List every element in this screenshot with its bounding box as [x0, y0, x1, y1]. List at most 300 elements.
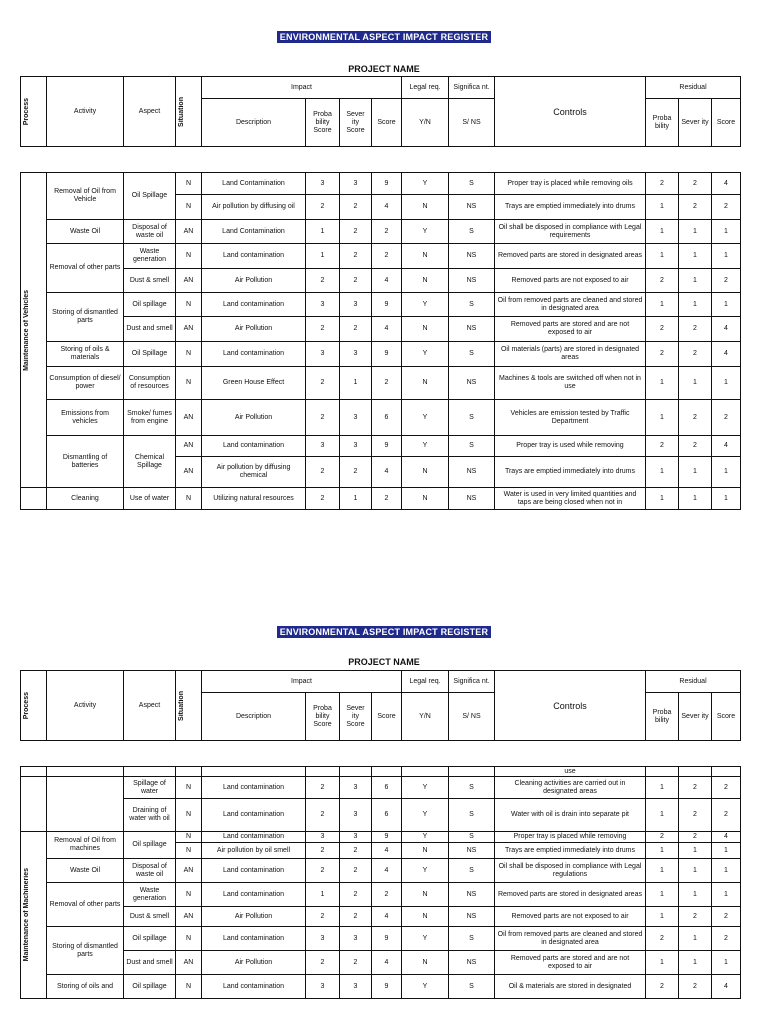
legal-cell: Y: [402, 342, 449, 367]
res-severity-cell: 1: [679, 883, 712, 907]
controls-cell: Water is used in very limited quantities and taps are being closed when not in: [495, 488, 646, 510]
situation-cell: AN: [176, 436, 202, 457]
res-severity-header: Sever ity: [679, 693, 712, 741]
controls-cell: Oil shall be disposed in compliance with Legal regulations: [495, 859, 646, 883]
controls-cell: Oil from removed parts are cleaned and stored in designated area: [495, 927, 646, 951]
register-title-2: ENVIRONMENTAL ASPECT IMPACT REGISTER: [0, 622, 768, 640]
controls-cell: Removed parts are stored in designated areas: [495, 244, 646, 269]
empty-cell: [402, 767, 449, 777]
aspect-cell: Oil spillage: [124, 293, 176, 317]
probability-cell: 2: [306, 907, 340, 927]
probability-cell: 1: [306, 244, 340, 269]
process-cell: Maintenance of Machineries: [21, 832, 47, 999]
res-probability-cell: 2: [646, 832, 679, 843]
severity-cell: 1: [340, 367, 372, 400]
description-cell: Utilizing natural resources: [202, 488, 306, 510]
res-score-cell: 4: [712, 436, 741, 457]
table-row: [21, 777, 741, 799]
table-row: [21, 400, 741, 436]
table-row: [21, 317, 741, 342]
severity-cell: 3: [340, 927, 372, 951]
score-cell: 4: [372, 951, 402, 975]
res-score-cell: 1: [712, 367, 741, 400]
severity-cell: 2: [340, 859, 372, 883]
res-severity-cell: 1: [679, 293, 712, 317]
significance-cell: NS: [449, 367, 495, 400]
situation-cell: N: [176, 883, 202, 907]
res-probability-cell: 1: [646, 244, 679, 269]
description-cell: Air pollution by diffusing oil: [202, 195, 306, 220]
legal-cell: N: [402, 244, 449, 269]
controls-cell: Oil shall be disposed in compliance with Legal requirements: [495, 220, 646, 244]
probability-cell: 2: [306, 488, 340, 510]
significance-cell: S: [449, 293, 495, 317]
score-cell: 4: [372, 269, 402, 293]
description-cell: Land contamination: [202, 927, 306, 951]
empty-cell: [176, 767, 202, 777]
activity-cell: Removal of other parts: [47, 244, 124, 293]
legal-cell: N: [402, 457, 449, 488]
table-row: [21, 927, 741, 951]
severity-cell: 3: [340, 799, 372, 832]
score-cell: 6: [372, 799, 402, 832]
legal-cell: N: [402, 317, 449, 342]
res-severity-cell: 1: [679, 951, 712, 975]
aspect-header: Aspect: [124, 671, 176, 741]
situation-cell: AN: [176, 220, 202, 244]
res-severity-cell: 2: [679, 400, 712, 436]
res-probability-cell: 1: [646, 457, 679, 488]
controls-cell: Water with oil is drain into separate pit: [495, 799, 646, 832]
controls-cell: Cleaning activities are carried out in designated areas: [495, 777, 646, 799]
severity-cell: 2: [340, 951, 372, 975]
score-cell: 4: [372, 317, 402, 342]
score-cell: 2: [372, 883, 402, 907]
activity-cell: Storing of oils & materials: [47, 342, 124, 367]
activity-cell: Storing of dismantled parts: [47, 927, 124, 975]
severity-cell: 3: [340, 832, 372, 843]
aspect-cell: Smoke/ fumes from engine: [124, 400, 176, 436]
probability-cell: 2: [306, 269, 340, 293]
situation-cell: N: [176, 927, 202, 951]
significant-header: Significa nt.: [449, 77, 495, 99]
res-score-cell: 1: [712, 457, 741, 488]
description-cell: Land contamination: [202, 799, 306, 832]
situation-cell: N: [176, 488, 202, 510]
controls-header: Controls: [495, 77, 646, 147]
description-cell: Air Pollution: [202, 317, 306, 342]
aspect-cell: Dust and smell: [124, 951, 176, 975]
aspect-cell: Draining of water with oil: [124, 799, 176, 832]
res-probability-cell: 2: [646, 342, 679, 367]
activity-header: Activity: [47, 671, 124, 741]
res-score-cell: 1: [712, 220, 741, 244]
register-table-2: [20, 766, 741, 999]
project-name-2: PROJECT NAME: [348, 657, 420, 667]
description-cell: Land contamination: [202, 832, 306, 843]
legal-cell: Y: [402, 832, 449, 843]
legal-cell: Y: [402, 173, 449, 195]
legal-cell: Y: [402, 859, 449, 883]
situation-cell: AN: [176, 951, 202, 975]
controls-cell: Trays are emptied immediately into drums: [495, 195, 646, 220]
table-row: [21, 488, 741, 510]
empty-cell: [47, 767, 124, 777]
empty-cell: [449, 767, 495, 777]
severity-header: Sever ity Score: [340, 693, 372, 741]
significance-cell: S: [449, 832, 495, 843]
res-score-cell: 2: [712, 927, 741, 951]
res-severity-cell: 2: [679, 799, 712, 832]
situation-cell: N: [176, 843, 202, 859]
significance-cell: NS: [449, 244, 495, 269]
significance-cell: NS: [449, 883, 495, 907]
res-severity-cell: 2: [679, 342, 712, 367]
res-probability-cell: 2: [646, 927, 679, 951]
probability-header: Proba bility Score: [306, 693, 340, 741]
res-probability-header: Proba bility: [646, 693, 679, 741]
empty-cell: [372, 767, 402, 777]
situation-cell: AN: [176, 457, 202, 488]
severity-cell: 2: [340, 457, 372, 488]
probability-cell: 3: [306, 975, 340, 999]
severity-cell: 3: [340, 777, 372, 799]
table-row: [21, 367, 741, 400]
sns-header: S/ NS: [449, 99, 495, 147]
res-severity-cell: 1: [679, 244, 712, 269]
probability-cell: 2: [306, 951, 340, 975]
significance-cell: S: [449, 173, 495, 195]
aspect-cell: Oil spillage: [124, 975, 176, 999]
description-cell: Land contamination: [202, 883, 306, 907]
probability-cell: 2: [306, 843, 340, 859]
res-score-cell: 1: [712, 843, 741, 859]
description-cell: Land contamination: [202, 293, 306, 317]
res-severity-cell: 1: [679, 488, 712, 510]
empty-cell: [306, 767, 340, 777]
severity-cell: 2: [340, 883, 372, 907]
res-score-cell: 4: [712, 832, 741, 843]
res-score-cell: 2: [712, 777, 741, 799]
process-cell: [21, 488, 47, 510]
aspect-cell: Disposal of waste oil: [124, 220, 176, 244]
register-table-1: [20, 172, 741, 510]
score-cell: 4: [372, 195, 402, 220]
description-cell: Land Contamination: [202, 173, 306, 195]
significant-header: Significa nt.: [449, 671, 495, 693]
continued-row: [21, 767, 741, 777]
res-score-cell: 4: [712, 342, 741, 367]
score-cell: 9: [372, 975, 402, 999]
controls-cell: Oil & materials are stored in designated: [495, 975, 646, 999]
significance-cell: S: [449, 859, 495, 883]
aspect-cell: Oil Spillage: [124, 173, 176, 220]
aspect-cell: Dust and smell: [124, 317, 176, 342]
legal-cell: Y: [402, 436, 449, 457]
controls-header: Controls: [495, 671, 646, 741]
res-probability-header: Proba bility: [646, 99, 679, 147]
res-score-cell: 1: [712, 488, 741, 510]
probability-cell: 2: [306, 367, 340, 400]
res-score-cell: 2: [712, 799, 741, 832]
legal-req-header: Legal req.: [402, 77, 449, 99]
res-probability-cell: 1: [646, 843, 679, 859]
probability-cell: 3: [306, 173, 340, 195]
description-cell: Land contamination: [202, 777, 306, 799]
situation-cell: AN: [176, 269, 202, 293]
res-probability-cell: 2: [646, 173, 679, 195]
legal-cell: Y: [402, 777, 449, 799]
significance-cell: S: [449, 400, 495, 436]
score-cell: 9: [372, 927, 402, 951]
res-severity-cell: 1: [679, 859, 712, 883]
res-severity-cell: 2: [679, 832, 712, 843]
controls-cell: Proper tray is placed while removing oils: [495, 173, 646, 195]
activity-cell: Waste Oil: [47, 859, 124, 883]
res-severity-header: Sever ity: [679, 99, 712, 147]
activity-cell: Waste Oil: [47, 220, 124, 244]
severity-cell: 2: [340, 317, 372, 342]
res-probability-cell: 2: [646, 436, 679, 457]
res-probability-cell: 1: [646, 400, 679, 436]
res-score-cell: 1: [712, 244, 741, 269]
situation-cell: N: [176, 342, 202, 367]
score-cell: 2: [372, 488, 402, 510]
probability-cell: 2: [306, 400, 340, 436]
severity-cell: 2: [340, 244, 372, 269]
res-probability-cell: 1: [646, 799, 679, 832]
table-row: [21, 907, 741, 927]
activity-cell: [47, 777, 124, 832]
description-cell: Air Pollution: [202, 400, 306, 436]
res-score-cell: 2: [712, 195, 741, 220]
legal-cell: Y: [402, 293, 449, 317]
activity-cell: Dismantling of batteries: [47, 436, 124, 488]
controls-cell: Trays are emptied immediately into drums: [495, 457, 646, 488]
probability-cell: 2: [306, 195, 340, 220]
situation-cell: N: [176, 293, 202, 317]
activity-header: Activity: [47, 77, 124, 147]
probability-cell: 1: [306, 220, 340, 244]
res-probability-cell: 2: [646, 975, 679, 999]
res-probability-cell: 1: [646, 488, 679, 510]
res-severity-cell: 1: [679, 843, 712, 859]
score-cell: 9: [372, 293, 402, 317]
res-probability-cell: 1: [646, 220, 679, 244]
table-row: [21, 799, 741, 832]
table-row: [21, 342, 741, 367]
legal-cell: Y: [402, 220, 449, 244]
aspect-cell: Oil Spillage: [124, 342, 176, 367]
res-probability-cell: 1: [646, 195, 679, 220]
res-severity-cell: 1: [679, 457, 712, 488]
controls-cell: Removed parts are stored in designated areas: [495, 883, 646, 907]
description-cell: Air Pollution: [202, 907, 306, 927]
situation-cell: N: [176, 244, 202, 269]
description-header: Description: [202, 693, 306, 741]
probability-cell: 3: [306, 832, 340, 843]
severity-cell: 3: [340, 342, 372, 367]
score-cell: 9: [372, 832, 402, 843]
severity-cell: 3: [340, 400, 372, 436]
probability-cell: 2: [306, 317, 340, 342]
header-table-2: [20, 670, 741, 741]
severity-cell: 3: [340, 436, 372, 457]
controls-cell: Trays are emptied immediately into drums: [495, 843, 646, 859]
situation-cell: N: [176, 777, 202, 799]
res-probability-cell: 1: [646, 293, 679, 317]
res-severity-cell: 1: [679, 367, 712, 400]
description-cell: Green House Effect: [202, 367, 306, 400]
activity-cell: Removal of Oil from Vehicle: [47, 173, 124, 220]
controls-cell: Machines & tools are switched off when not in use: [495, 367, 646, 400]
probability-cell: 1: [306, 883, 340, 907]
severity-header: Sever ity Score: [340, 99, 372, 147]
aspect-cell: Waste generation: [124, 244, 176, 269]
situation-cell: AN: [176, 317, 202, 342]
table-row: [21, 951, 741, 975]
severity-cell: 2: [340, 269, 372, 293]
description-cell: Land contamination: [202, 975, 306, 999]
score-cell: 6: [372, 777, 402, 799]
activity-cell: Removal of Oil from machines: [47, 832, 124, 859]
description-cell: Air Pollution: [202, 951, 306, 975]
legal-cell: Y: [402, 799, 449, 832]
activity-cell: Cleaning: [47, 488, 124, 510]
res-severity-cell: 2: [679, 195, 712, 220]
res-score-header: Score: [712, 693, 741, 741]
residual-header: Residual: [646, 671, 741, 693]
description-cell: Air Pollution: [202, 269, 306, 293]
aspect-cell: Dust & smell: [124, 907, 176, 927]
severity-cell: 1: [340, 488, 372, 510]
legal-cell: N: [402, 195, 449, 220]
res-score-header: Score: [712, 99, 741, 147]
significance-cell: NS: [449, 317, 495, 342]
situation-cell: AN: [176, 907, 202, 927]
significance-cell: NS: [449, 457, 495, 488]
score-cell: 9: [372, 436, 402, 457]
table-row: [21, 832, 741, 843]
situation-cell: N: [176, 799, 202, 832]
res-probability-cell: 1: [646, 907, 679, 927]
severity-cell: 2: [340, 220, 372, 244]
sns-header: S/ NS: [449, 693, 495, 741]
significance-cell: NS: [449, 843, 495, 859]
aspect-cell: Consumption of resources: [124, 367, 176, 400]
activity-cell: Emissions from vehicles: [47, 400, 124, 436]
table-row: [21, 173, 741, 195]
process-cell: [21, 767, 47, 777]
table-row: [21, 975, 741, 999]
process-cell: [21, 777, 47, 832]
controls-cell: Oil materials (parts) are stored in designated areas: [495, 342, 646, 367]
controls-cell: Proper tray is placed while removing: [495, 832, 646, 843]
score-cell: 2: [372, 220, 402, 244]
res-probability-cell: 2: [646, 269, 679, 293]
score-header: Score: [372, 99, 402, 147]
table-row: [21, 293, 741, 317]
description-cell: Land contamination: [202, 436, 306, 457]
process-header: Process: [21, 671, 47, 741]
situation-header: Situation: [176, 77, 202, 147]
activity-cell: Storing of oils and: [47, 975, 124, 999]
table-row: [21, 244, 741, 269]
res-severity-cell: 2: [679, 436, 712, 457]
res-score-cell: 4: [712, 975, 741, 999]
situation-cell: N: [176, 195, 202, 220]
controls-cell: Removed parts are not exposed to air: [495, 907, 646, 927]
aspect-header: Aspect: [124, 77, 176, 147]
controls-cell: Removed parts are stored and are not exposed to air: [495, 951, 646, 975]
table-row: [21, 883, 741, 907]
score-cell: 9: [372, 342, 402, 367]
yn-header: Y/N: [402, 693, 449, 741]
table-row: [21, 220, 741, 244]
score-cell: 6: [372, 400, 402, 436]
severity-cell: 2: [340, 907, 372, 927]
description-cell: Land contamination: [202, 244, 306, 269]
probability-cell: 2: [306, 777, 340, 799]
table-row: [21, 436, 741, 457]
significance-cell: NS: [449, 951, 495, 975]
legal-cell: Y: [402, 975, 449, 999]
res-score-cell: 1: [712, 293, 741, 317]
legal-cell: N: [402, 843, 449, 859]
activity-cell: Storing of dismantled parts: [47, 293, 124, 342]
description-cell: Land Contamination: [202, 220, 306, 244]
project-name: PROJECT NAME: [348, 64, 420, 74]
empty-cell: [124, 767, 176, 777]
res-score-cell: 4: [712, 173, 741, 195]
res-probability-cell: 1: [646, 777, 679, 799]
yn-header: Y/N: [402, 99, 449, 147]
severity-cell: 3: [340, 173, 372, 195]
aspect-cell: Chemical Spillage: [124, 436, 176, 488]
legal-req-header: Legal req.: [402, 671, 449, 693]
score-cell: 4: [372, 843, 402, 859]
score-cell: 4: [372, 457, 402, 488]
res-severity-cell: 2: [679, 975, 712, 999]
aspect-cell: Oil spillage: [124, 832, 176, 859]
probability-cell: 2: [306, 457, 340, 488]
controls-cell: Vehicles are emission tested by Traffic Department: [495, 400, 646, 436]
significance-cell: NS: [449, 269, 495, 293]
header-table: [20, 76, 741, 147]
score-cell: 4: [372, 907, 402, 927]
significance-cell: S: [449, 975, 495, 999]
aspect-cell: Disposal of waste oil: [124, 859, 176, 883]
res-severity-cell: 2: [679, 907, 712, 927]
aspect-cell: Spillage of water: [124, 777, 176, 799]
process-header: Process: [21, 77, 47, 147]
description-cell: Air pollution by oil smell: [202, 843, 306, 859]
res-severity-cell: 1: [679, 269, 712, 293]
legal-cell: N: [402, 488, 449, 510]
significance-cell: S: [449, 342, 495, 367]
activity-cell: Removal of other parts: [47, 883, 124, 927]
res-score-cell: 1: [712, 883, 741, 907]
res-score-cell: 2: [712, 907, 741, 927]
description-cell: Land contamination: [202, 859, 306, 883]
description-header: Description: [202, 99, 306, 147]
significance-cell: S: [449, 220, 495, 244]
severity-cell: 3: [340, 293, 372, 317]
legal-cell: N: [402, 883, 449, 907]
process-cell: Maintenance of Vehicles: [21, 173, 47, 488]
situation-cell: AN: [176, 859, 202, 883]
situation-cell: N: [176, 173, 202, 195]
